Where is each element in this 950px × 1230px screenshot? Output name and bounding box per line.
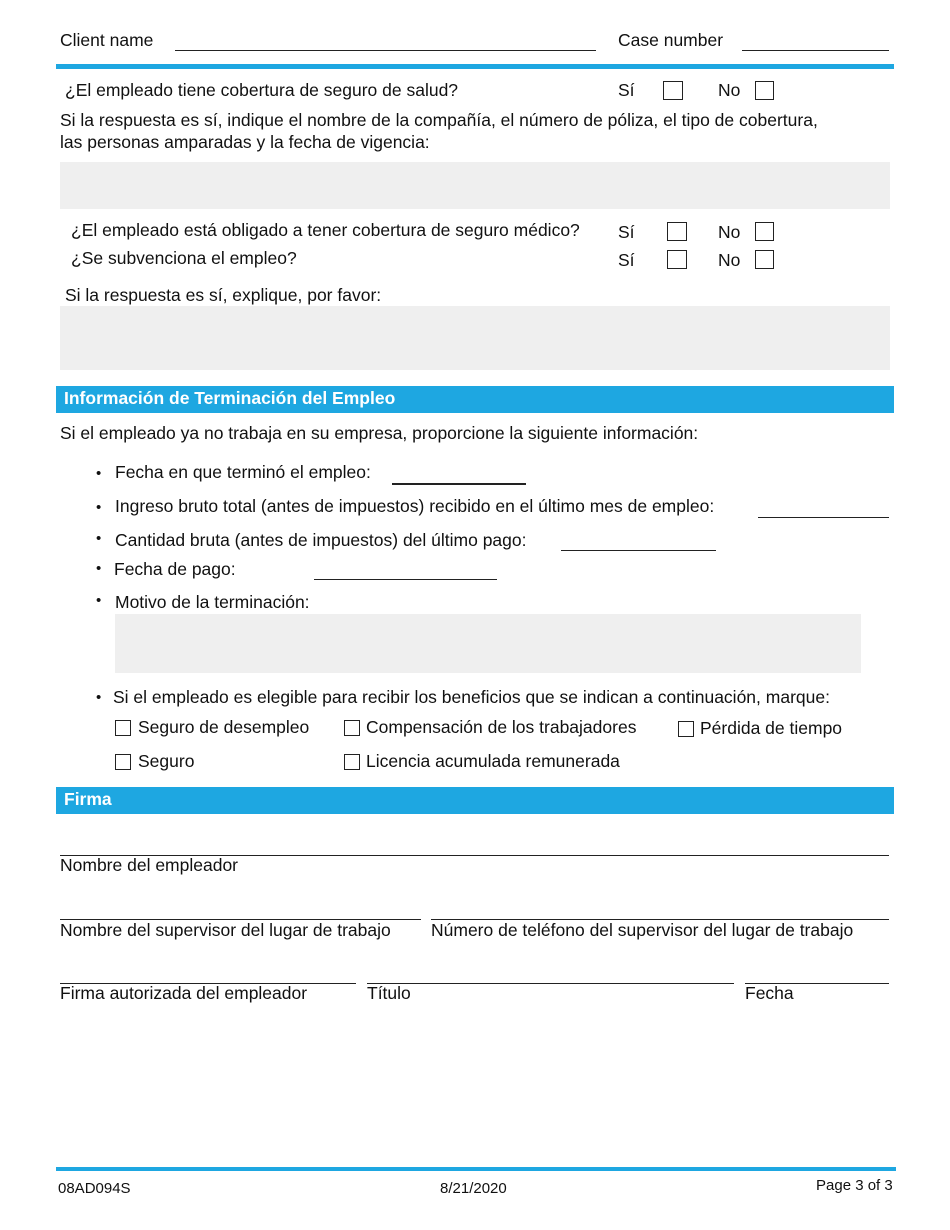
last-payment-amount-label: Cantidad bruta (antes de impuestos) del último pago:	[115, 530, 527, 550]
termination-date-label: Fecha en que terminó el empleo:	[115, 462, 371, 482]
yes-label: Sí	[618, 222, 635, 242]
title-field[interactable]	[367, 983, 734, 984]
yes-label: Sí	[618, 250, 635, 270]
explain-label: Si la respuesta es sí, explique, por favor:	[65, 285, 382, 305]
insurance-benefit-checkbox[interactable]	[115, 754, 131, 770]
health-insurance-no-checkbox[interactable]	[755, 81, 774, 100]
supervisor-phone-label: Número de teléfono del supervisor del lugar de trabajo	[431, 920, 854, 940]
benefits-prompt: Si el empleado es elegible para recibir los beneficios que se indican a continuación, marque:	[113, 687, 830, 707]
subsidized-no-checkbox[interactable]	[755, 250, 774, 269]
time-loss-checkbox[interactable]	[678, 721, 694, 737]
unemployment-insurance-label: Seguro de desempleo	[138, 717, 310, 737]
bullet: •	[96, 689, 102, 706]
yes-label: Sí	[618, 80, 635, 100]
supervisor-name-label: Nombre del supervisor del lugar de trabajo	[60, 920, 391, 940]
bullet: •	[96, 560, 102, 577]
signature-section-header: Firma	[56, 787, 894, 814]
termination-reason-label: Motivo de la terminación:	[115, 592, 310, 612]
authorized-signature-label: Firma autorizada del empleador	[60, 983, 308, 1003]
insurance-instructions-line2: las personas amparadas y la fecha de vigencia:	[60, 132, 430, 152]
client-name-field[interactable]	[175, 50, 596, 51]
explain-field[interactable]	[60, 306, 890, 370]
required-coverage-question: ¿El empleado está obligado a tener cobertura de seguro médico?	[71, 220, 580, 240]
unemployment-insurance-checkbox[interactable]	[115, 720, 131, 736]
no-label: No	[718, 80, 741, 100]
insurance-benefit-label: Seguro	[138, 751, 195, 771]
termination-date-field[interactable]	[392, 483, 526, 485]
case-number-label: Case number	[618, 30, 724, 50]
paid-leave-label: Licencia acumulada remunerada	[366, 751, 620, 771]
bullet: •	[96, 499, 102, 516]
date-label: Fecha	[745, 983, 794, 1003]
last-payment-amount-field[interactable]	[561, 550, 716, 551]
time-loss-label: Pérdida de tiempo	[700, 718, 843, 738]
payment-date-field[interactable]	[314, 579, 497, 580]
form-id: 08AD094S	[58, 1180, 131, 1197]
last-month-income-field[interactable]	[758, 517, 889, 518]
page-number: Page 3 of 3	[816, 1177, 893, 1194]
health-insurance-yes-checkbox[interactable]	[663, 81, 683, 100]
bullet: •	[96, 530, 102, 547]
footer-divider	[56, 1167, 896, 1171]
workers-compensation-label: Compensación de los trabajadores	[366, 717, 637, 737]
no-label: No	[718, 250, 741, 270]
bullet: •	[96, 592, 102, 609]
termination-intro: Si el empleado ya no trabaja en su empresa, proporcione la siguiente información:	[60, 423, 699, 443]
employer-name-label: Nombre del empleador	[60, 855, 239, 875]
form-date: 8/21/2020	[440, 1180, 507, 1197]
subsidized-yes-checkbox[interactable]	[667, 250, 687, 269]
no-label: No	[718, 222, 741, 242]
client-name-label: Client name	[60, 30, 154, 50]
case-number-field[interactable]	[742, 50, 889, 51]
required-coverage-no-checkbox[interactable]	[755, 222, 774, 241]
paid-leave-checkbox[interactable]	[344, 754, 360, 770]
termination-section-header: Información de Terminación del Empleo	[56, 386, 894, 413]
insurance-instructions-line1: Si la respuesta es sí, indique el nombre de la compañía, el número de póliza, el tipo de cobertura,	[60, 110, 818, 130]
subsidized-question: ¿Se subvenciona el empleo?	[71, 248, 297, 268]
title-label: Título	[367, 983, 411, 1003]
workers-compensation-checkbox[interactable]	[344, 720, 360, 736]
health-insurance-question: ¿El empleado tiene cobertura de seguro de salud?	[65, 80, 459, 100]
bullet: •	[96, 465, 102, 482]
last-month-income-label: Ingreso bruto total (antes de impuestos) recibido en el último mes de empleo:	[115, 496, 715, 516]
insurance-details-field[interactable]	[60, 162, 890, 209]
payment-date-label: Fecha de pago:	[114, 559, 236, 579]
required-coverage-yes-checkbox[interactable]	[667, 222, 687, 241]
termination-reason-field[interactable]	[115, 614, 861, 673]
header-divider	[56, 64, 894, 69]
